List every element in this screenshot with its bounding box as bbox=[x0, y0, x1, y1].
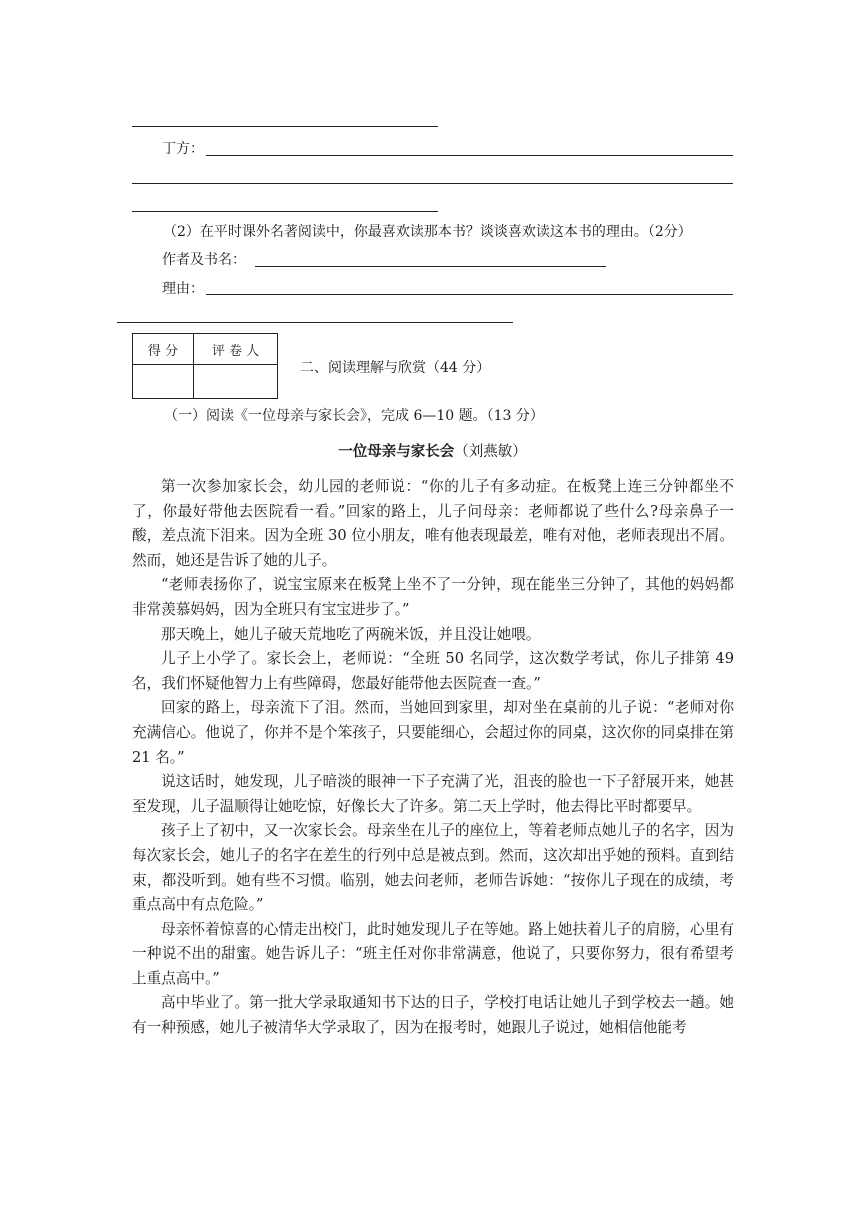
score-header: 得 分 bbox=[133, 334, 194, 365]
question-2-prompt: （2）在平时课外名著阅读中，你最喜欢读那本书？谈谈喜欢读这本书的理由。（2分） bbox=[163, 224, 692, 240]
answer-line[interactable] bbox=[206, 155, 733, 156]
paragraph: 第一次参加家长会，幼儿园的老师说：“你的儿子有多动症。在板凳上连三分钟都坐不了，你最好带他去医院看一看。”回家的路上，儿子问母亲：老师都说了些什么?母亲鼻子一酸，差点流下泪来。因为全班 30 位小朋友，唯有他表现最差，唯有对他，老师表现出不屑。然而，她还是告诉了她的儿子。 bbox=[132, 478, 734, 569]
paragraph: 高中毕业了。第一批大学录取通知书下达的日子，学校打电话让她儿子到学校去一趟。她有一种预感，她儿子被清华大学录取了，因为在报考时，她跟儿子说过，她相信他能考 bbox=[132, 994, 734, 1037]
section-heading: 二、阅读理解与欣赏（44 分） bbox=[300, 360, 491, 376]
answer-line[interactable] bbox=[206, 294, 733, 295]
paragraph: “老师表扬你了，说宝宝原来在板凳上坐不了一分钟，现在能坐三分钟了，其他的妈妈都非常羡慕妈妈，因为全班只有宝宝进步了。” bbox=[132, 576, 734, 618]
paragraph: 回家的路上，母亲流下了泪。然而，当她回到家里，却对坐在桌前的儿子说：“老师对你充满信心。他说了，你并不是个笨孩子，只要能细心，会超过你的同桌，这次你的同桌排在第 21 名。” bbox=[132, 699, 734, 766]
article-title-line bbox=[0, 442, 865, 462]
paragraph: 说这话时，她发现，儿子暗淡的眼神一下子充满了光，沮丧的脸也一下子舒展开来，她甚至发现，儿子温顺得让她吃惊，好像长大了许多。第二天上学时，他去得比平时都要早。 bbox=[132, 773, 734, 815]
paragraph: 孩子上了初中，又一次家长会。母亲坐在儿子的座位上，等着老师点她儿子的名字，因为每次家长会，她儿子的名字在差生的行列中总是被点到。然而，这次却出乎她的预料。直到结束，都没听到。她有些不习惯。临别，她去问老师，老师告诉她：“按你儿子现在的成绩，考重点高中有点危险。” bbox=[132, 822, 734, 914]
answer-line[interactable] bbox=[132, 211, 438, 212]
answer-line[interactable] bbox=[117, 322, 513, 323]
article-title: 一位母亲与家长会 bbox=[338, 444, 455, 460]
answer-line bbox=[132, 126, 438, 127]
grader-header: 评 卷 人 bbox=[194, 334, 278, 365]
dingfang-label: 丁方： bbox=[162, 141, 204, 157]
paragraph: 母亲怀着惊喜的心情走出校门，此时她发现儿子在等她。路上她扶着儿子的肩膀，心里有一种说不出的甜蜜。她告诉儿子：“班主任对你非常满意，他说了，只要你努力，很有希望考上重点高中。” bbox=[132, 920, 734, 987]
score-box bbox=[132, 333, 278, 399]
section-sub-heading: （一）阅读《一位母亲与家长会》，完成 6—10 题。（13 分） bbox=[164, 408, 544, 424]
paragraph: 儿子上小学了。家长会上，老师说：“全班 50 名同学，这次数学考试，你儿子排第 49 名，我们怀疑他智力上有些障碍，您最好能带他去医院查一查。” bbox=[132, 650, 734, 692]
author-book-label: 作者及书名： bbox=[162, 252, 246, 268]
answer-line[interactable] bbox=[255, 266, 606, 267]
answer-line[interactable] bbox=[132, 183, 733, 184]
reason-label: 理由： bbox=[162, 281, 204, 297]
grader-cell[interactable] bbox=[194, 365, 278, 399]
score-cell[interactable] bbox=[133, 365, 194, 399]
article-body bbox=[132, 475, 734, 1041]
article-author: （刘燕敏） bbox=[454, 444, 527, 460]
paragraph: 那天晚上，她儿子破天荒地吃了两碗米饭，并且没让她喂。 bbox=[161, 625, 541, 643]
